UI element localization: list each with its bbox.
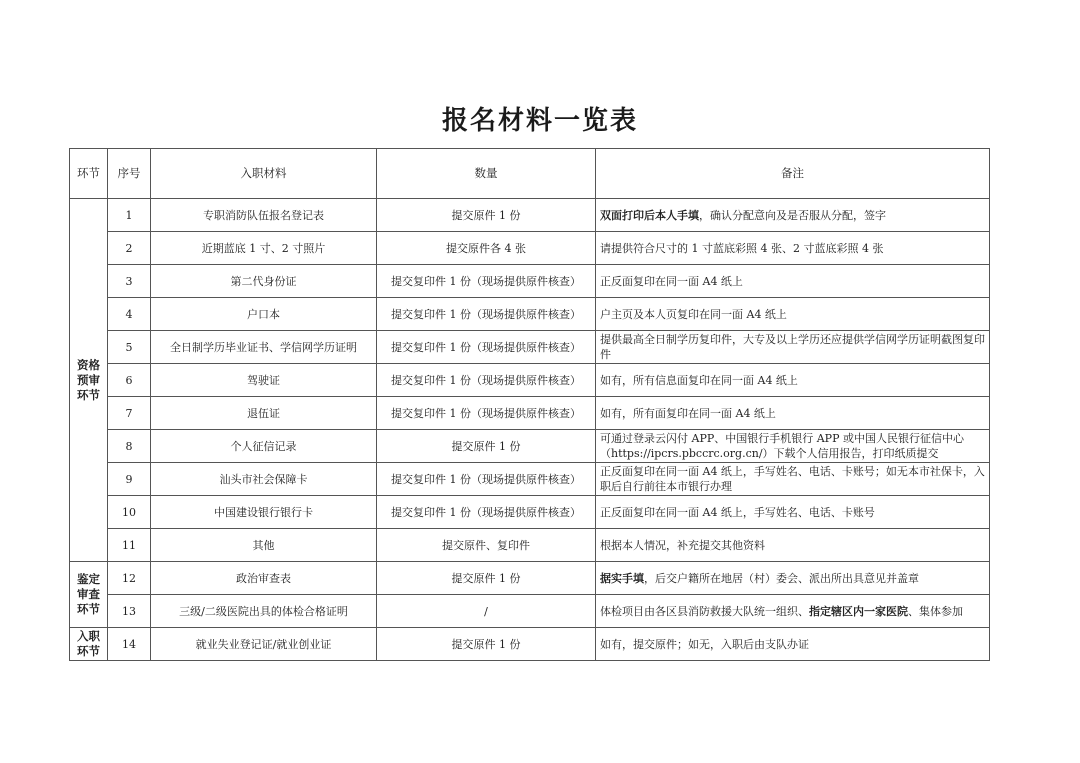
- row-number: 9: [108, 463, 151, 496]
- row-quantity: 提交复印件 1 份（现场提供原件核查）: [377, 265, 596, 298]
- row-number: 7: [108, 397, 151, 430]
- table-row: [70, 265, 990, 298]
- row-note: 如有，所有面复印在同一面 A4 纸上: [596, 397, 990, 430]
- row-number: 6: [108, 364, 151, 397]
- row-number: 2: [108, 232, 151, 265]
- row-number: 5: [108, 331, 151, 364]
- row-note: 正反面复印在同一面 A4 纸上，手写姓名、电话、卡账号: [596, 496, 990, 529]
- table-row: [70, 628, 990, 661]
- row-note: 户主页及本人页复印在同一面 A4 纸上: [596, 298, 990, 331]
- row-number: 14: [108, 628, 151, 661]
- table-row: [70, 529, 990, 562]
- table-row: [70, 232, 990, 265]
- row-number: 13: [108, 595, 151, 628]
- row-note: 可通过登录云闪付 APP、中国银行手机银行 APP 或中国人民银行征信中心（https://ipcrs.pbccrc.org.cn/）下载个人信用报告，打印纸质提交: [596, 430, 990, 463]
- row-material: 第二代身份证: [151, 265, 377, 298]
- table-row: [70, 298, 990, 331]
- row-number: 10: [108, 496, 151, 529]
- row-material: 就业失业登记证/就业创业证: [151, 628, 377, 661]
- row-note: 据实手填，后交户籍所在地居（村）委会、派出所出具意见并盖章: [596, 562, 990, 595]
- row-material: 户口本: [151, 298, 377, 331]
- row-material: 驾驶证: [151, 364, 377, 397]
- row-material: 专职消防队伍报名登记表: [151, 199, 377, 232]
- page-title: 报名材料一览表: [441, 106, 638, 136]
- row-quantity: 提交复印件 1 份（现场提供原件核查）: [377, 364, 596, 397]
- group-qualification-review: 资格 预审 环节: [70, 199, 108, 562]
- row-number: 8: [108, 430, 151, 463]
- row-material: 中国建设银行银行卡: [151, 496, 377, 529]
- row-note: 根据本人情况，补充提交其他资料: [596, 529, 990, 562]
- row-material: 近期蓝底 1 寸、2 寸照片: [151, 232, 377, 265]
- header-note: 备注: [596, 149, 990, 199]
- row-material: 全日制学历毕业证书、学信网学历证明: [151, 331, 377, 364]
- header-number: 序号: [108, 149, 151, 199]
- row-number: 12: [108, 562, 151, 595]
- row-note: 正反面复印在同一面 A4 纸上，手写姓名、电话、卡账号；如无本市社保卡，入职后自行前往本市银行办理: [596, 463, 990, 496]
- header-quantity: 数量: [377, 149, 596, 199]
- row-material: 汕头市社会保障卡: [151, 463, 377, 496]
- row-material: 其他: [151, 529, 377, 562]
- row-quantity: 提交原件 1 份: [377, 562, 596, 595]
- row-note: 体检项目由各区县消防救援大队统一组织、指定辖区内一家医院、集体参加: [596, 595, 990, 628]
- row-material: 政治审查表: [151, 562, 377, 595]
- table-row: [70, 397, 990, 430]
- table-row: [70, 430, 990, 463]
- row-quantity: /: [377, 595, 596, 628]
- group-onboarding: 入职 环节: [70, 628, 108, 661]
- table-row: [70, 463, 990, 496]
- row-quantity: 提交复印件 1 份（现场提供原件核查）: [377, 298, 596, 331]
- materials-table: [69, 148, 990, 661]
- row-note: 如有，所有信息面复印在同一面 A4 纸上: [596, 364, 990, 397]
- row-material: 三级/二级医院出具的体检合格证明: [151, 595, 377, 628]
- row-quantity: 提交复印件 1 份（现场提供原件核查）: [377, 331, 596, 364]
- row-quantity: 提交复印件 1 份（现场提供原件核查）: [377, 463, 596, 496]
- table-row: [70, 496, 990, 529]
- row-quantity: 提交原件 1 份: [377, 430, 596, 463]
- row-quantity: 提交原件 1 份: [377, 199, 596, 232]
- row-number: 1: [108, 199, 151, 232]
- row-note: 请提供符合尺寸的 1 寸蓝底彩照 4 张、2 寸蓝底彩照 4 张: [596, 232, 990, 265]
- row-number: 3: [108, 265, 151, 298]
- row-number: 11: [108, 529, 151, 562]
- header-stage: 环节: [70, 149, 108, 199]
- row-material: 个人征信记录: [151, 430, 377, 463]
- table-row: [70, 595, 990, 628]
- row-note: 双面打印后本人手填，确认分配意向及是否服从分配，签字: [596, 199, 990, 232]
- row-quantity: 提交复印件 1 份（现场提供原件核查）: [377, 397, 596, 430]
- row-quantity: 提交原件 1 份: [377, 628, 596, 661]
- header-material: 入职材料: [151, 149, 377, 199]
- table-header-row: [70, 149, 990, 199]
- row-quantity: 提交复印件 1 份（现场提供原件核查）: [377, 496, 596, 529]
- table-row: [70, 199, 990, 232]
- group-appraisal-review: 鉴定 审查 环节: [70, 562, 108, 628]
- table-row: [70, 331, 990, 364]
- table-row: [70, 364, 990, 397]
- row-note: 正反面复印在同一面 A4 纸上: [596, 265, 990, 298]
- row-quantity: 提交原件各 4 张: [377, 232, 596, 265]
- row-note: 提供最高全日制学历复印件，大专及以上学历还应提供学信网学历证明截图复印件: [596, 331, 990, 364]
- table-row: [70, 562, 990, 595]
- row-note: 如有，提交原件；如无，入职后由支队办证: [596, 628, 990, 661]
- row-material: 退伍证: [151, 397, 377, 430]
- row-number: 4: [108, 298, 151, 331]
- row-quantity: 提交原件、复印件: [377, 529, 596, 562]
